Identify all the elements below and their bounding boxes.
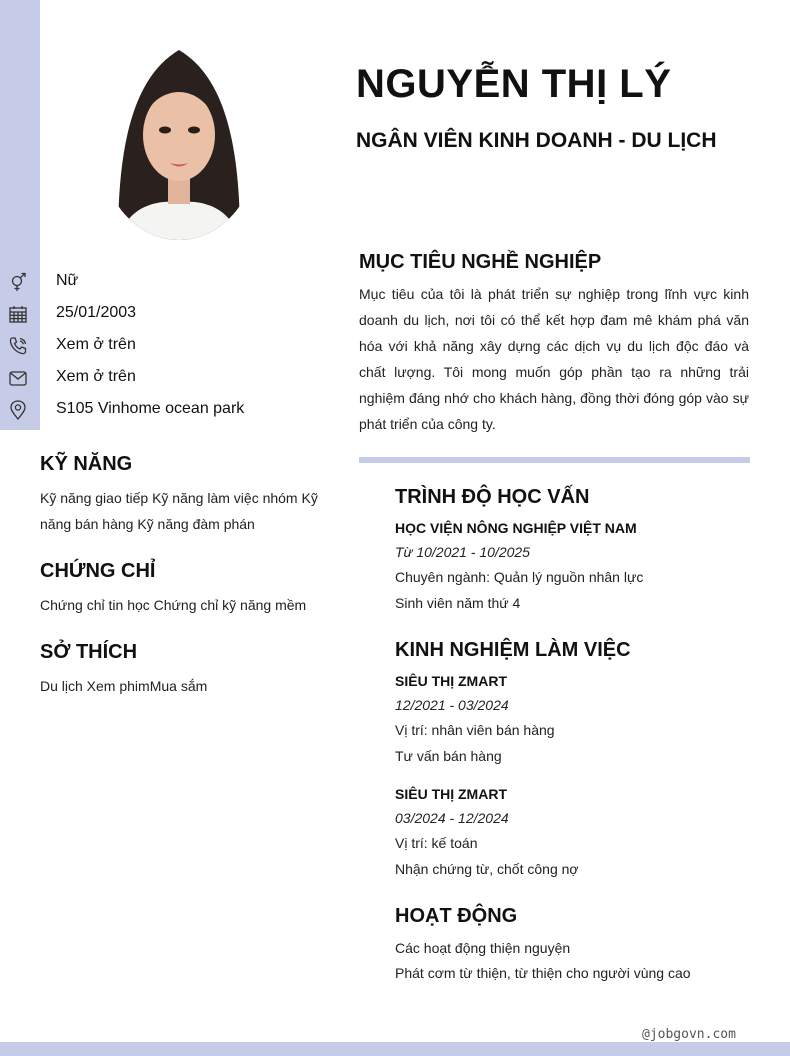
calendar-icon — [8, 304, 28, 324]
section-divider — [359, 457, 750, 463]
info-row-phone — [0, 332, 330, 360]
birthday-value: 25/01/2003 — [56, 304, 137, 321]
skills-line-1: Kỹ năng giao tiếp Kỹ năng làm việc nhóm Kỹ — [40, 490, 318, 506]
job-2-description: Nhận chứng từ, chốt công nợ — [395, 861, 579, 877]
profile-photo — [98, 40, 260, 240]
job-1-company: SIÊU THỊ ZMART — [395, 673, 507, 689]
hobbies-text: Du lịch Xem phimMua sắm — [40, 678, 208, 694]
skills-text — [40, 485, 330, 537]
activities-heading: HOẠT ĐỘNG — [395, 905, 518, 927]
info-row-address — [0, 396, 330, 424]
info-row-birthday — [0, 300, 330, 328]
objective-heading: MỤC TIÊU NGHỀ NGHIỆP — [359, 251, 602, 273]
phone-value: Xem ở trên — [56, 336, 136, 353]
certificates-text: Chứng chỉ tin học Chứng chỉ kỹ năng mềm — [40, 597, 307, 613]
objective-text: Mục tiêu của tôi là phát triển sự nghiệp trong lĩnh vực kinh doanh du lịch, nơi tôi có thể kết hợp đam mê khám phá văn hóa với khả năng xây dựng các dịch vụ du lịch độc đáo và chất lượng. Tôi mong muốn góp phần tạo ra những trải nghiệm đáng nhớ cho khách hàng, đồng thời đóng góp vào sự phát triển của công ty. — [359, 286, 749, 432]
location-icon — [8, 400, 28, 420]
info-row-email — [0, 364, 330, 392]
education-school: HỌC VIỆN NÔNG NGHIỆP VIỆT NAM — [395, 520, 637, 536]
info-row-gender — [0, 268, 330, 296]
education-heading: TRÌNH ĐỘ HỌC VẤN — [395, 486, 590, 508]
job-2-period: 03/2024 - 12/2024 — [395, 810, 509, 826]
address-value: S105 Vinhome ocean park — [56, 400, 245, 417]
gender-icon — [8, 272, 28, 292]
gender-value: Nữ — [56, 272, 79, 289]
job-2-position: Vị trí: kế toán — [395, 835, 478, 851]
experience-heading: KINH NGHIỆM LÀM VIỆC — [395, 639, 631, 661]
skills-line-2: năng bán hàng Kỹ năng đàm phán — [40, 516, 255, 532]
activities-line-2: Phát cơm từ thiện, từ thiện cho người vùng cao — [395, 965, 691, 981]
phone-icon — [8, 336, 28, 356]
job-1-description: Tư vấn bán hàng — [395, 748, 502, 764]
certificates-heading: CHỨNG CHỈ — [40, 560, 156, 582]
job-1-position: Vị trí: nhân viên bán hàng — [395, 722, 555, 738]
bottom-accent-band — [0, 1042, 790, 1056]
watermark: @jobgovn.com — [642, 1027, 736, 1042]
education-status: Sinh viên năm thứ 4 — [395, 595, 521, 611]
email-value: Xem ở trên — [56, 368, 136, 385]
email-icon — [8, 368, 28, 388]
activities-line-1: Các hoạt động thiện nguyện — [395, 940, 571, 956]
job-title: NGÂN VIÊN KINH DOANH - DU LỊCH — [356, 129, 717, 152]
education-major: Chuyên ngành: Quản lý nguồn nhân lực — [395, 569, 644, 585]
job-2-company: SIÊU THỊ ZMART — [395, 786, 507, 802]
hobbies-heading: SỞ THÍCH — [40, 641, 138, 663]
education-period: Từ 10/2021 - 10/2025 — [395, 544, 530, 560]
skills-heading: KỸ NĂNG — [40, 453, 133, 475]
job-1-period: 12/2021 - 03/2024 — [395, 697, 509, 713]
candidate-name: NGUYỄN THỊ LÝ — [356, 62, 672, 106]
